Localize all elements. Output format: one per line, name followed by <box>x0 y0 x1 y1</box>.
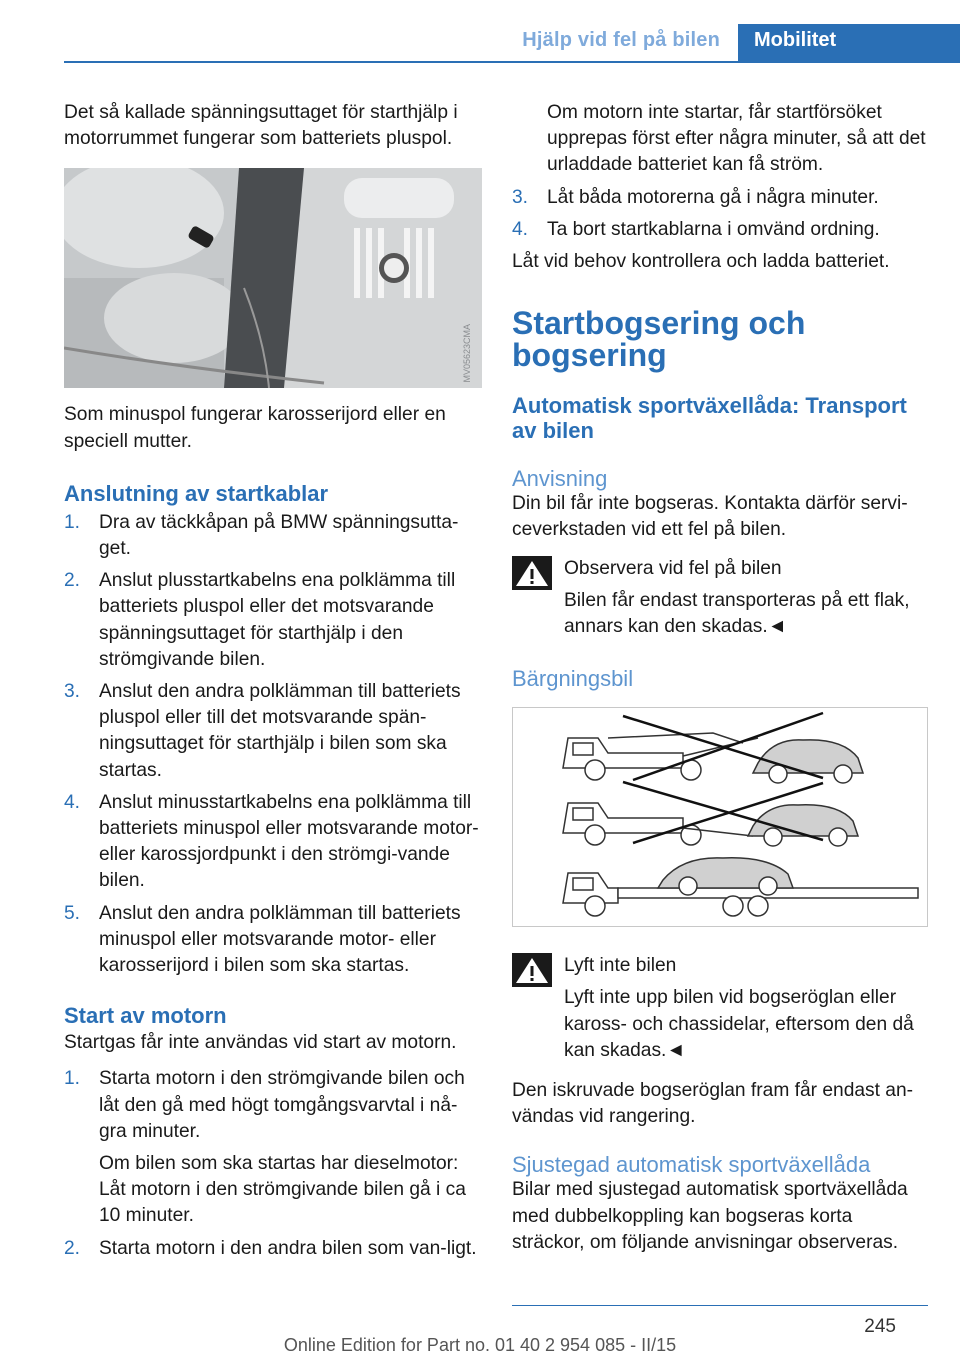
engine-bay-illustration <box>64 168 482 388</box>
heading-engine-start: Start av motorn <box>64 1003 227 1029</box>
page-header <box>0 24 960 62</box>
tow-methods-drawing <box>513 708 927 926</box>
heading-seven-speed: Sjustegad automatisk sportväxellåda <box>512 1152 871 1178</box>
left-column <box>64 100 482 1262</box>
tow-eye-text: Den iskruvade bogseröglan fram får endast an-vändas vid rangering. <box>512 1080 914 1128</box>
battery-check-text: Låt vid behov kontrollera och ladda batteriet. <box>512 251 890 273</box>
warning-text: Bilen får endast transporteras på ett flak, annars kan den skadas.◄ <box>564 589 910 638</box>
image-code: MV05623CMA <box>461 323 472 383</box>
list-item: 3. Låt båda motorerna gå i några minuter. <box>512 186 879 208</box>
list-item: 2. Starta motorn i den andra bilen som van-ligt. <box>64 1237 477 1259</box>
list-item: 5. Anslut den andra polklämman till batteriets minuspol eller motsvarande motor- eller karosserijord i bilen som ska startas. <box>64 902 461 977</box>
note-text: Din bil får inte bogseras. Kontakta därför servi-ceverkstaden vid ett fel på bilen. <box>512 493 908 541</box>
warning-icon <box>512 556 552 590</box>
minus-pole-text: Som minuspol fungerar karosserijord eller en speciell mutter. <box>64 404 446 452</box>
list-item: 1. Starta motorn i den strömgivande bilen och låt den gå med högt tomgångsvarvtal i nå-gra minuter. Om bilen som ska startas har dieselmotor: Låt motorn i den strömgivande bilen gå i ca 10 minuter. <box>64 1068 466 1227</box>
right-column <box>512 100 928 1256</box>
list-item: 4. Anslut minusstartkabelns ena polklämma till batteriets minuspol eller motsvarande motor- eller karossjordpunkt i den strömgi-vande bilen. <box>64 791 479 892</box>
warning-title: Observera vid fel på bilen <box>564 557 782 579</box>
footer-rule <box>512 1305 928 1306</box>
warning-transport <box>512 556 928 641</box>
list-item: 3. Anslut den andra polklämman till batteriets pluspol eller till det motsvarande spän-ningsuttaget för starthjälp i bilen som ska startas. <box>64 681 461 781</box>
page-number: 245 <box>864 1316 896 1337</box>
heading-note: Anvisning <box>512 466 608 492</box>
engine-bay-photo <box>64 168 482 388</box>
list-item: 1. Dra av täckkåpan på BMW spänningsutta-get. <box>64 511 459 560</box>
heading-tow-truck: Bärgningsbil <box>512 666 634 692</box>
start-retry-text: Om motorn inte startar, får startförsöket upprepas först efter några minuter, så att det urladdade batteriet kan få ström. <box>547 102 926 176</box>
start-text: Startgas får inte användas vid start av motorn. <box>64 1032 457 1054</box>
seven-speed-text: Bilar med sjustegad automatisk sportväxellåda med dubbelkoppling kan bogseras korta sträckor, om följande anvisningar observeras. <box>512 1179 908 1253</box>
warning-icon <box>512 953 552 987</box>
heading-auto-transmission: Automatisk sportväxellåda: Transport av bilen <box>512 393 907 444</box>
warning-title: Lyft inte bilen <box>564 955 677 977</box>
heading-connect-cables: Anslutning av startkablar <box>64 480 329 506</box>
tow-truck-illustration <box>512 707 928 927</box>
warning-lift <box>512 953 928 1064</box>
warning-text: Lyft inte upp bilen vid bogseröglan eller kaross- och chassidelar, eftersom den då kan skadas.◄ <box>564 987 914 1061</box>
heading-towing: Startbogsering och bogsering <box>512 305 806 374</box>
header-section: Hjälp vid fel på bilen <box>522 29 720 51</box>
intro-text: Det så kallade spänningsuttaget för starthjälp i motorrummet fungerar som batteriets pluspol. <box>64 102 458 150</box>
footer-edition: Online Edition for Part no. 01 40 2 954 085 - II/15 <box>283 1335 677 1355</box>
header-chapter: Mobilitet <box>754 29 837 51</box>
header-chapter-tab <box>738 24 960 63</box>
list-item: 4. Ta bort startkablarna i omvänd ordning. <box>512 218 880 240</box>
list-item: 2. Anslut plusstartkabelns ena polklämma till batteriets pluspol eller det motsvarande spänningsuttaget för starthjälp i den strömgivande bilen. <box>64 570 456 670</box>
